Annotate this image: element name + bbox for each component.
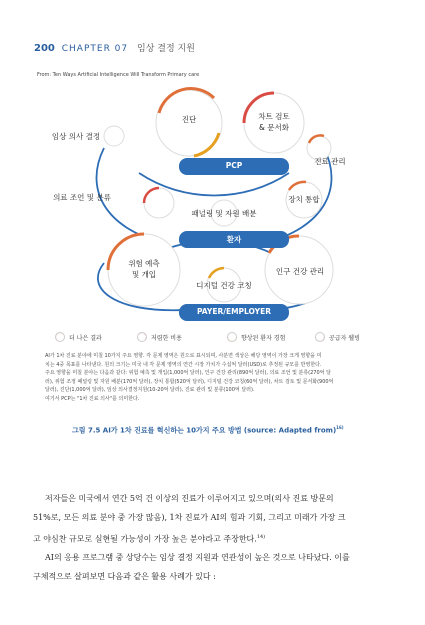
label-chart-review: 차트 검토 & 문서화 [258,112,290,132]
paragraph-line: 저자들은 미국에서 연간 5억 건 이상의 진료가 이루어지고 있으며(의사 진료 방문의 [45,494,334,503]
legend-swatch-icon [227,332,237,342]
paragraph-line: 구체적으로 살펴보면 다음과 같은 활용 사례가 있다 : [33,571,216,581]
label-population-health: 인구 건강 관리 [275,267,325,276]
paragraph-line: AI의 응용 프로그램 중 상당수는 임상 결정 지원과 연관성이 높은 것으로 나타났다. 이를 [45,553,350,563]
caption-text: 그림 7.5 AI가 1차 진료를 혁신하는 10가지 주요 방법 (source: Adapted from) [72,426,337,435]
label-panel-management: 패널링 및 자원 배분 [191,209,257,218]
bar-pcp-label: PCP [225,161,243,170]
legend-label: 향상된 환자 경험 [241,334,286,342]
caption-reference: 16) [336,425,344,430]
legend-label: 저렴한 비용 [151,334,182,342]
note-line: 달러), 진단(1,000억 달러), 임상 의사결정지원(10-20억 달러), 진료 관리 및 분류(100억 달러). [45,387,255,394]
legend-label: 더 나은 결과 [69,334,102,342]
chapter-title: 임상 결정 지원 [137,44,195,54]
figure-diagram [44,78,384,328]
note-line: 주요 영향을 미칠 분야는 다음과 같다: 위험 예측 및 개입(1,000억 달러), 인구 건강 관리(890억 달러), 의료 조언 및 분류(270억 달 [45,370,331,377]
figure-caption [72,425,344,435]
figure-notes [45,352,375,404]
paragraph-text: 고 야심찬 규모로 실현될 가능성이 가장 높은 분야라고 주장한다. [33,534,257,544]
legend-item [55,332,102,342]
legend-swatch-icon [55,332,65,342]
figure-source-line: From: Ten Ways Artificial Intelligence Will Transform Primary care [37,72,200,78]
note-line: 치는 4중 목표를 나타낸다. 원의 크기는 미국 내 각 문제 영역의 연간 시장 가치가 수십억 달러(USD)로 추정된 규모를 반영한다. [45,361,322,368]
label-referral: 의료 조언 및 분류 [53,193,111,202]
legend-swatch-icon [315,332,325,342]
running-header [34,41,195,54]
body-text [33,490,393,587]
bar-payer-label: PAYER/EMPLOYER [197,307,271,316]
paragraph-line: 51%로, 모든 의료 분야 중 가장 많음), 1차 진료가 AI의 힘과 기회, 그리고 미래가 가장 크 [33,512,346,522]
label-care-management: 진료 관리 [314,157,346,166]
legend-item [137,332,182,342]
circle-clinical-decision [104,126,124,146]
label-clinical-decision: 임상 의사 결정 [51,132,101,141]
paragraph-line [33,528,393,549]
note-line: 여기서 PCP는 "1차 진료 의사"를 의미한다. [45,395,140,402]
note-line: AI가 1차 진료 분야에 미칠 10가지 주요 영향. 각 문제 영역은 원으로 표시되며, 사분면 색상은 해당 영역이 가장 크게 영향을 미 [45,353,322,359]
bar-patient-label: 환자 [226,235,242,244]
page-number: 200 [34,43,55,54]
legend-label: 공급자 웰빙 [329,334,360,342]
label-diagnosis: 진단 [181,115,197,124]
chapter-label: CHAPTER 07 [61,44,129,54]
figure-legend [55,332,375,342]
legend-item [227,332,285,342]
label-risk-prediction: 위험 예측 및 개입 [128,259,160,279]
legend-swatch-icon [137,332,147,342]
citation-reference: 14) [256,533,266,540]
legend-item [315,332,360,342]
note-line: 러), 위험 조정 패널링 및 자원 배분(170억 달러), 장치 통합(520억 달러), 디지털 건강 코칭(60억 달러), 차트 검토 및 문서화(900억 [45,378,334,385]
label-risk-adjustment: 장치 통합 [288,195,320,204]
label-digital-coaching: 디지털 건강 코칭 [196,281,252,290]
